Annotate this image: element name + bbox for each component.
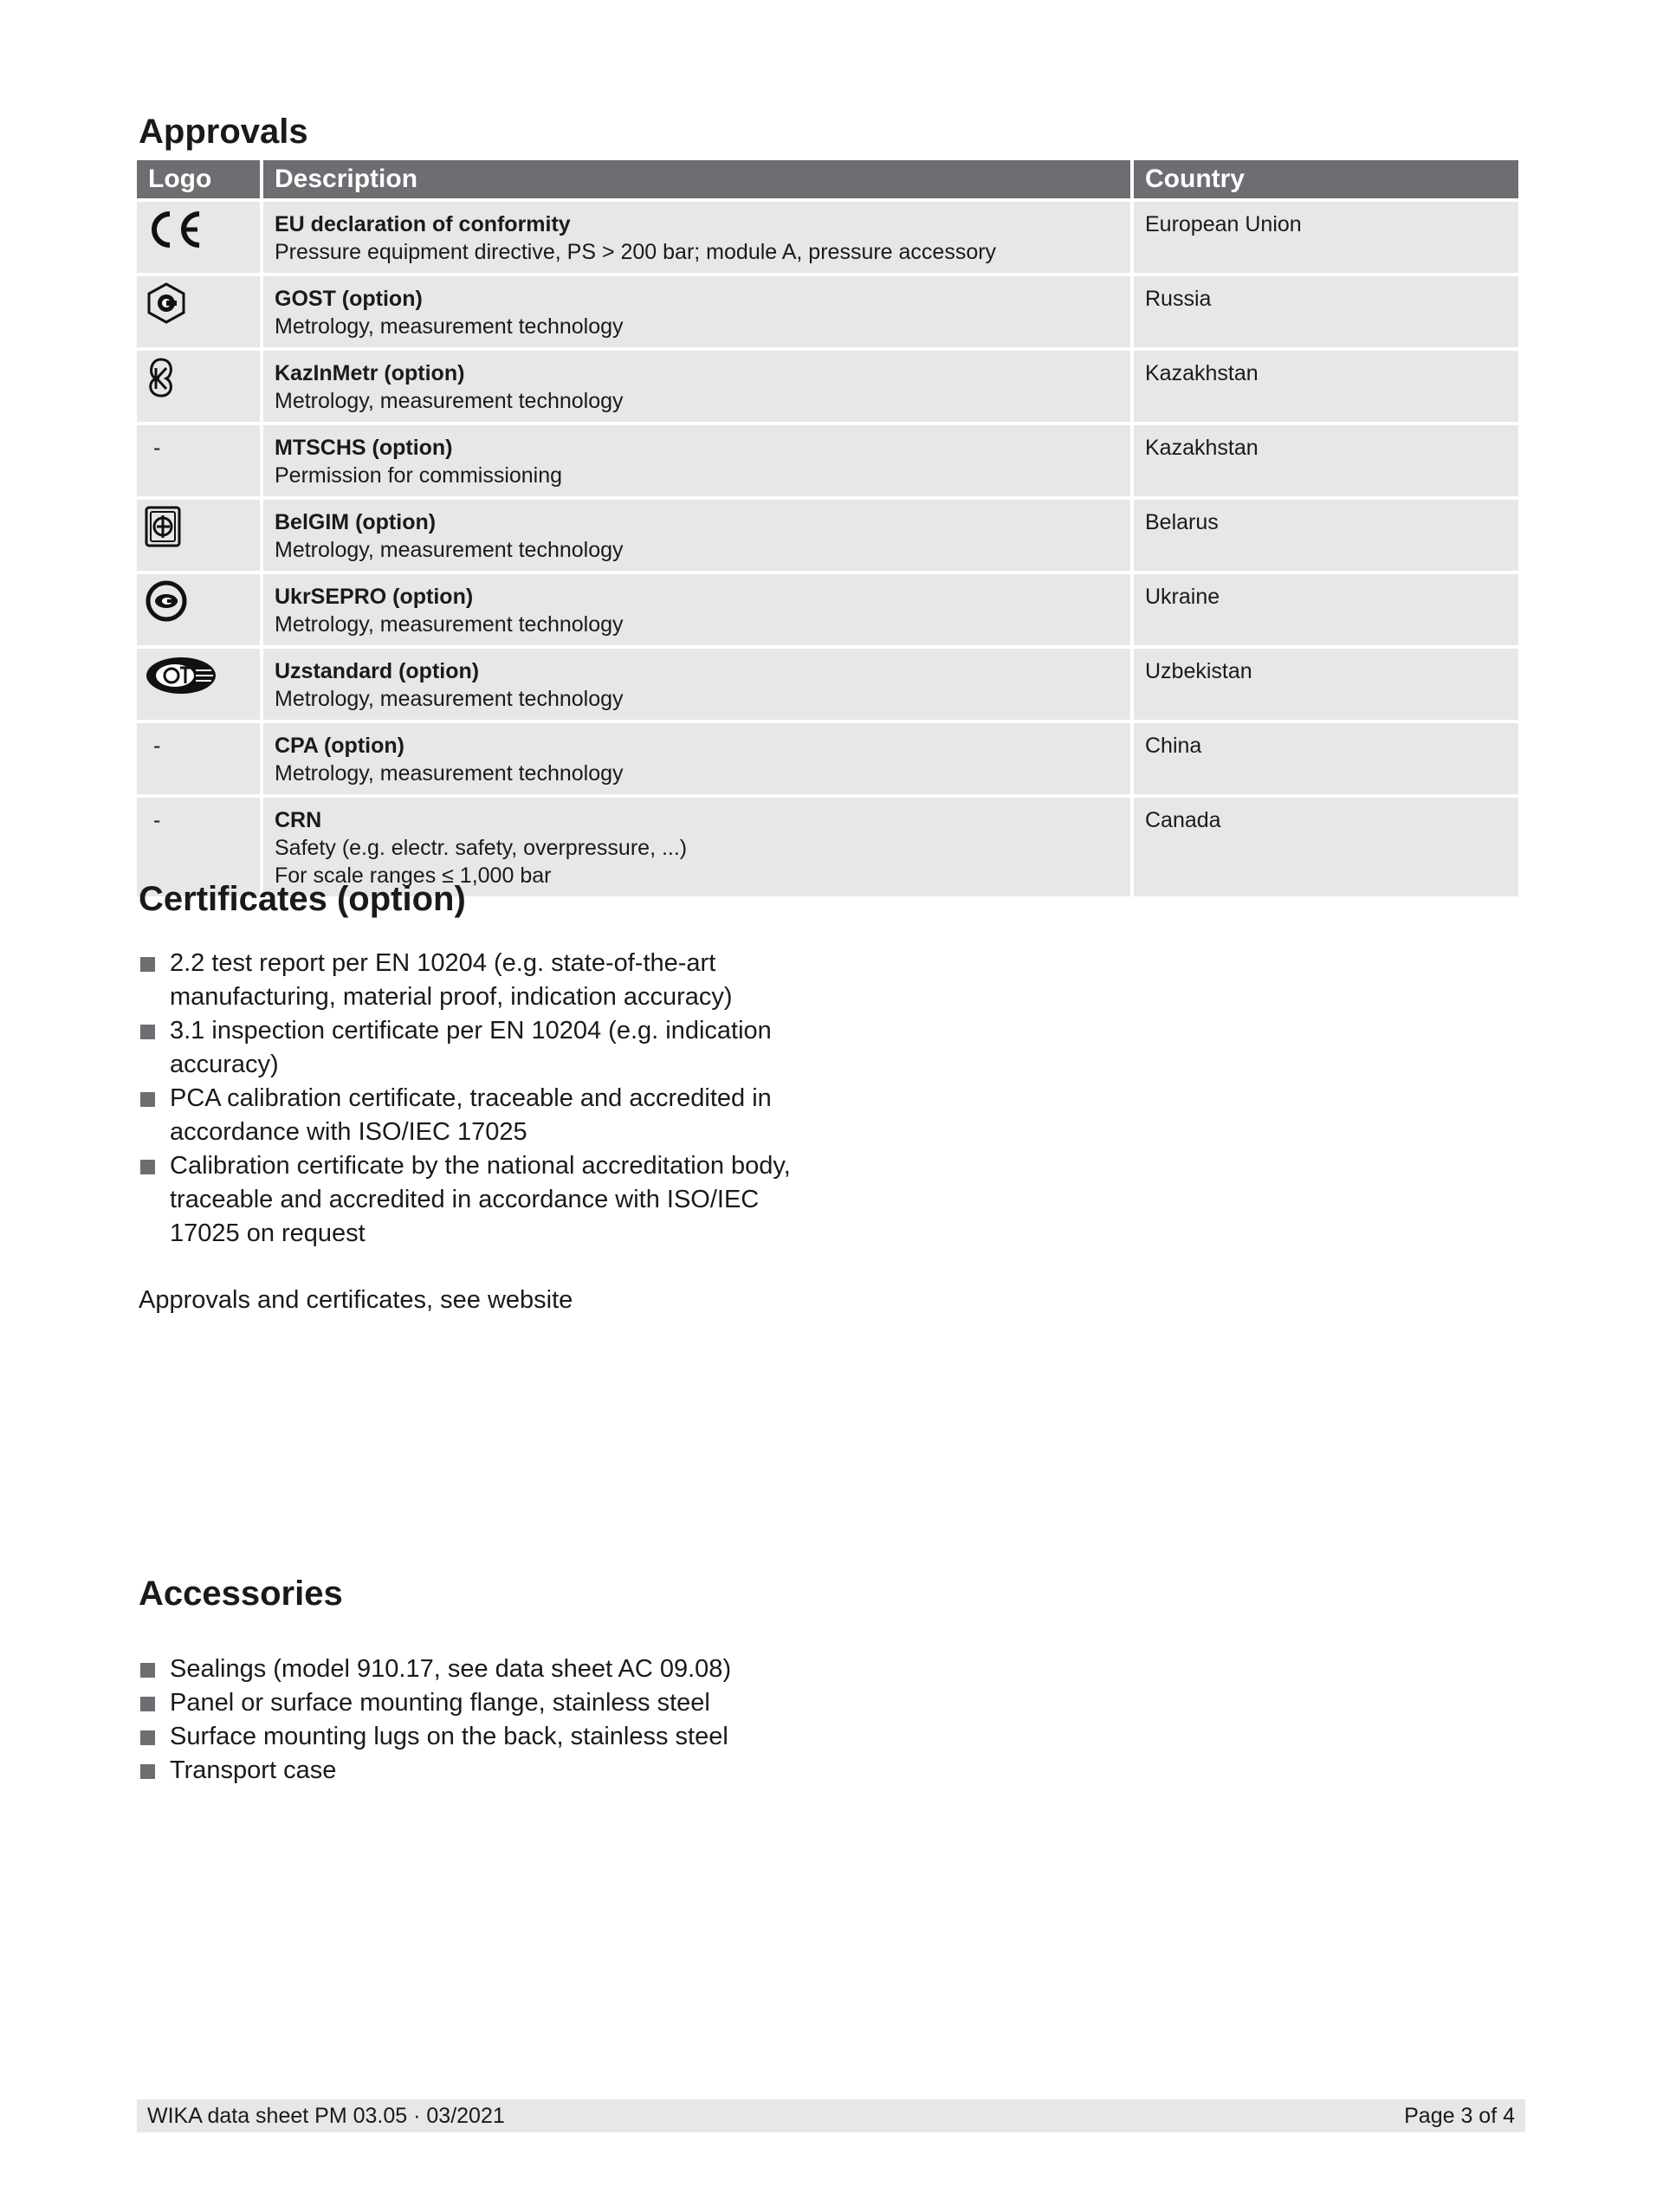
approval-detail: Metrology, measurement technology <box>275 538 624 562</box>
approval-detail: Metrology, measurement technology <box>275 687 624 711</box>
country-cell: Belarus <box>1134 500 1518 571</box>
logo-cell <box>137 351 260 422</box>
table-row <box>137 574 1518 645</box>
country-cell: Uzbekistan <box>1134 649 1518 720</box>
approval-detail: Metrology, measurement technology <box>275 389 624 413</box>
description-cell <box>263 276 1130 347</box>
approval-detail: Metrology, measurement technology <box>275 761 624 786</box>
accessories-heading: Accessories <box>139 1575 343 1613</box>
approval-name: GOST (option) <box>275 287 423 311</box>
description-cell <box>263 500 1130 571</box>
accessories-list <box>139 1653 918 1788</box>
table-header-row <box>137 160 1518 198</box>
footer-document-id: WIKA data sheet PM 03.05 · 03/2021 <box>147 2104 505 2128</box>
country-cell: Kazakhstan <box>1134 351 1518 422</box>
approval-name: EU declaration of conformity <box>275 212 571 236</box>
footer-page-number: Page 3 of 4 <box>1404 2104 1515 2128</box>
table-row <box>137 723 1518 794</box>
no-logo-dash: - <box>153 808 161 832</box>
country-cell: Russia <box>1134 276 1518 347</box>
list-item: 3.1 inspection certificate per EN 10204 (e.g. indication accuracy) <box>139 1014 832 1082</box>
list-item: 2.2 test report per EN 10204 (e.g. state-of-the-art manufacturing, material proof, indication accuracy) <box>139 947 832 1014</box>
approval-name: Uzstandard (option) <box>275 659 480 683</box>
approval-detail: Metrology, measurement technology <box>275 314 624 339</box>
description-cell <box>263 351 1130 422</box>
approval-detail: Safety (e.g. electr. safety, overpressure, ...) <box>275 836 688 860</box>
approvals-website-note: Approvals and certificates, see website <box>139 1286 573 1314</box>
country-cell: China <box>1134 723 1518 794</box>
logo-cell <box>137 276 260 347</box>
logo-cell <box>137 202 260 273</box>
list-item: PCA calibration certificate, traceable and accredited in accordance with ISO/IEC 17025 <box>139 1082 832 1149</box>
approvals-heading: Approvals <box>139 113 308 151</box>
approval-detail: Permission for commissioning <box>275 463 563 488</box>
country-cell: European Union <box>1134 202 1518 273</box>
country-cell: Canada <box>1134 798 1518 896</box>
kazinmetr-mark-icon <box>144 356 253 399</box>
list-item: Surface mounting lugs on the back, stainless steel <box>139 1720 918 1754</box>
logo-cell <box>137 574 260 645</box>
list-item: Sealings (model 910.17, see data sheet AC 09.08) <box>139 1653 918 1686</box>
approval-detail: For scale ranges ≤ 1,000 bar <box>275 863 552 888</box>
approval-name: CPA (option) <box>275 734 404 758</box>
page-footer <box>137 2099 1525 2132</box>
description-cell <box>263 723 1130 794</box>
table-row <box>137 425 1518 496</box>
description-cell <box>263 202 1130 273</box>
approval-name: MTSCHS (option) <box>275 436 453 460</box>
approval-name: CRN <box>275 808 322 832</box>
no-logo-dash: - <box>153 436 161 460</box>
no-logo-dash: - <box>153 734 161 758</box>
header-description: Description <box>263 160 1130 198</box>
approval-detail: Metrology, measurement technology <box>275 612 624 637</box>
list-item: Calibration certificate by the national accreditation body, traceable and accredited in accordance with ISO/IEC 17025 on request <box>139 1149 832 1251</box>
logo-cell <box>137 649 260 720</box>
description-cell <box>263 574 1130 645</box>
description-cell <box>263 425 1130 496</box>
table-row <box>137 500 1518 571</box>
header-logo: Logo <box>137 160 260 198</box>
gost-mark-icon <box>144 281 253 325</box>
country-cell: Ukraine <box>1134 574 1518 645</box>
country-cell: Kazakhstan <box>1134 425 1518 496</box>
certificates-heading: Certificates (option) <box>139 880 466 918</box>
approval-name: UkrSEPRO (option) <box>275 585 474 609</box>
table-row <box>137 202 1518 273</box>
ukrsepro-mark-icon <box>144 579 253 623</box>
description-cell <box>263 649 1130 720</box>
list-item: Panel or surface mounting flange, stainless steel <box>139 1686 918 1720</box>
logo-cell <box>137 500 260 571</box>
approval-detail: Pressure equipment directive, PS > 200 bar; module A, pressure accessory <box>275 240 997 264</box>
logo-cell <box>137 425 260 496</box>
approval-name: KazInMetr (option) <box>275 361 465 385</box>
approvals-table <box>133 157 1522 900</box>
header-country: Country <box>1134 160 1518 198</box>
logo-cell <box>137 723 260 794</box>
uzstandard-mark-icon <box>144 654 253 697</box>
table-row <box>137 276 1518 347</box>
ce-mark-icon <box>144 207 253 252</box>
list-item: Transport case <box>139 1754 918 1788</box>
certificates-list <box>139 947 832 1251</box>
table-row <box>137 351 1518 422</box>
belgim-mark-icon <box>144 505 253 548</box>
table-row <box>137 649 1518 720</box>
approval-name: BelGIM (option) <box>275 510 437 534</box>
